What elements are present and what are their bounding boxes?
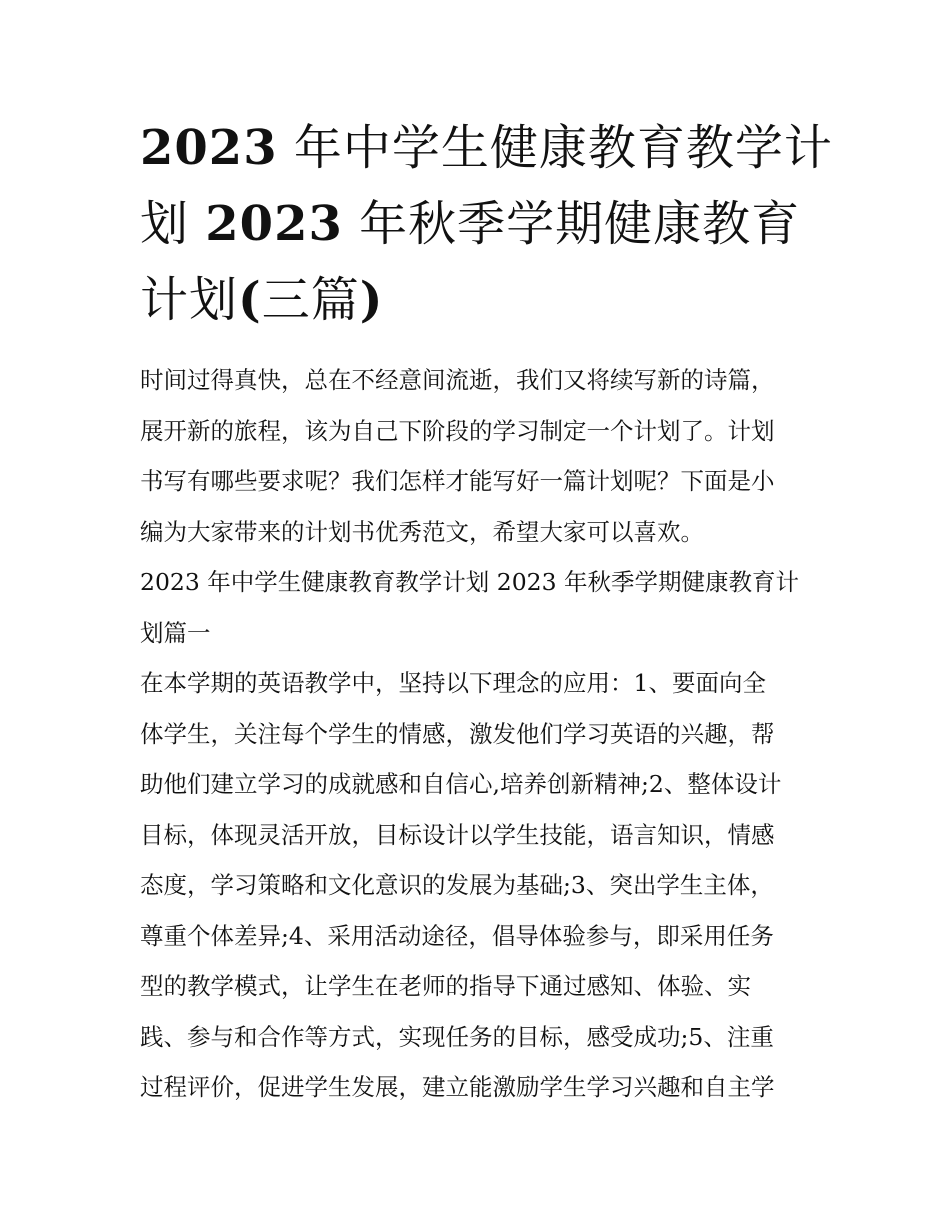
title-paren-open: ( [238, 272, 262, 328]
title-text: 计划 [140, 272, 239, 328]
title-text: 年中学生健康教育教学计 [277, 120, 833, 176]
section-heading-line: 2023 年中学生健康教育教学计划 2023 年秋季学期健康教育计 [140, 568, 800, 596]
title-line-2 [140, 186, 820, 262]
document-body [140, 355, 820, 1113]
document-title [140, 110, 833, 338]
body-line: 态度，学习策略和文化意识的发展为基础;3、突出学生主体， [140, 871, 774, 899]
title-paren-close: ) [359, 272, 384, 328]
body-line: 助他们建立学习的成就感和自信心,培养创新精神;2、整体设计 [140, 770, 782, 798]
title-text: 三篇 [261, 272, 360, 328]
body-line: 展开新的旅程，该为自己下阶段的学习制定一个计划了。计划 [140, 416, 775, 445]
body-line: 尊重个体差异;4、采用活动途径，倡导体验参与，即采用任务 [140, 921, 774, 950]
title-line-3 [140, 262, 820, 338]
body-line: 体学生，关注每个学生的情感，激发他们学习英语的兴趣，帮 [140, 719, 775, 748]
title-text: 年秋季学期健康教育 [342, 196, 801, 252]
title-year: 2023 [140, 120, 278, 176]
body-line: 践、参与和合作等方式，实现任务的目标，感受成功;5、注重 [140, 1022, 774, 1051]
title-year: 2023 [205, 196, 343, 252]
body-line: 编为大家带来的计划书优秀范文，希望大家可以喜欢。 [140, 517, 704, 546]
body-line: 书写有哪些要求呢？我们怎样才能写好一篇计划呢？下面是小 [140, 467, 775, 495]
section-heading-line: 划篇一 [140, 618, 211, 647]
body-line: 型的教学模式，让学生在老师的指导下通过感知、体验、实 [140, 972, 751, 1000]
body-line: 目标，体现灵活开放，目标设计以学生技能，语言知识，情感 [140, 820, 775, 849]
body-line: 在本学期的英语教学中，坚持以下理念的应用：1、要面向全 [140, 669, 766, 697]
title-text: 划 [140, 196, 206, 252]
title-line-1 [140, 110, 833, 186]
body-line: 时间过得真快，总在不经意间流逝，我们又将续写新的诗篇， [140, 366, 775, 394]
body-line: 过程评价，促进学生发展，建立能激励学生学习兴趣和自主学 [140, 1073, 775, 1101]
